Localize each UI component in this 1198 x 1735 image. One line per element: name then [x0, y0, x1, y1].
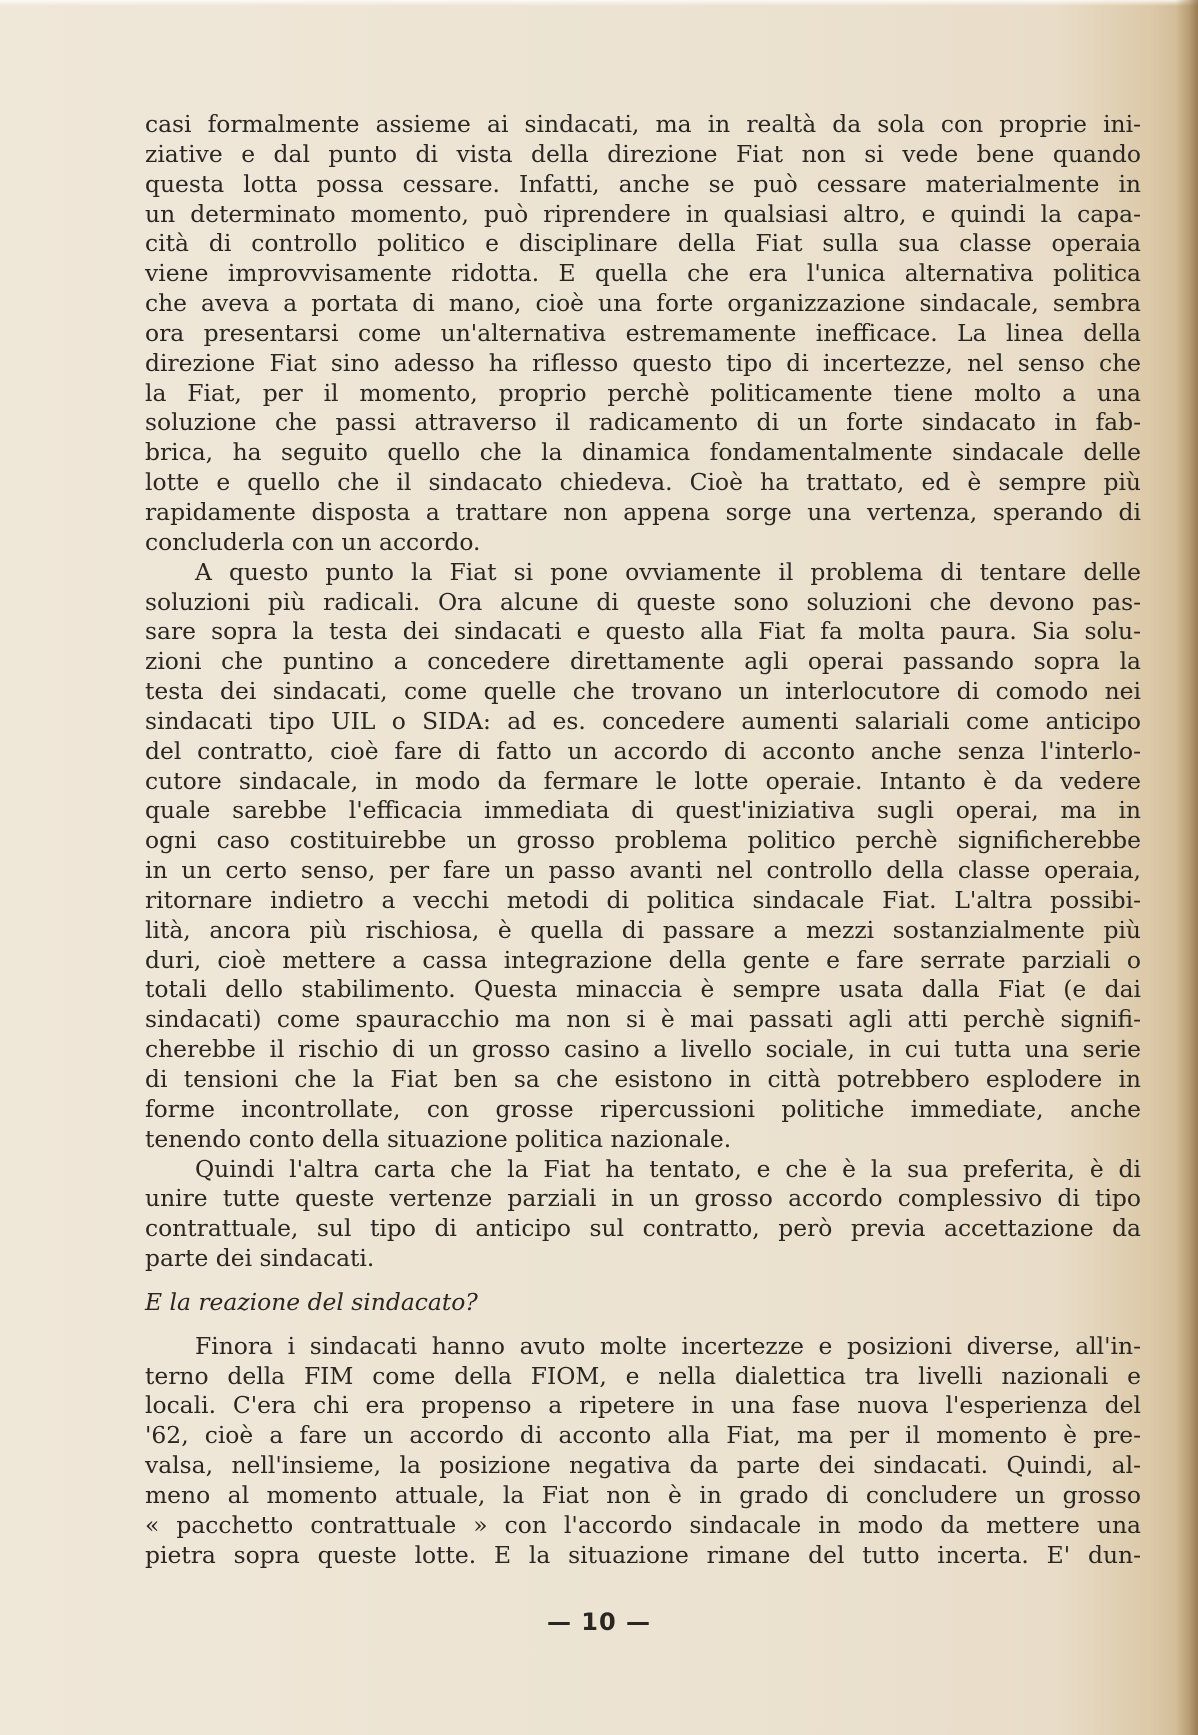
text-line: sindacati) come spauracchio ma non si è mai passati agli atti perchè signifi- — [145, 1005, 1141, 1034]
text-line: zioni che puntino a concedere direttamente agli operai passando sopra la — [145, 647, 1141, 676]
text-line: parte dei sindacati. — [145, 1244, 375, 1273]
text-line: quale sarebbe l'efficacia immediata di quest'iniziativa sugli operai, ma in — [145, 796, 1141, 825]
text-line: Quindi l'altra carta che la Fiat ha tentato, e che è la sua preferita, è di — [195, 1154, 1141, 1183]
page-binding-shadow — [1176, 0, 1198, 1735]
paragraph-2 — [145, 558, 1141, 1155]
paragraph-4 — [145, 1332, 1141, 1571]
paragraph-3 — [145, 1155, 1141, 1274]
text-line: lotte e quello che il sindacato chiedeva. Cioè ha trattato, ed è sempre più — [145, 468, 1141, 497]
text-line: unire tutte queste vertenze parziali in un grosso accordo complessivo di tipo — [145, 1184, 1141, 1213]
text-line: viene improvvisamente ridotta. E quella che era l'unica alternativa politica — [145, 259, 1141, 288]
text-line: ziative e dal punto di vista della direzione Fiat non si vede bene quando — [145, 139, 1141, 168]
text-line: direzione Fiat sino adesso ha riflesso questo tipo di incertezze, nel senso che — [145, 348, 1141, 377]
text-line: casi formalmente assieme ai sindacati, ma in realtà da sola con proprie ini- — [145, 110, 1141, 138]
text-line: cherebbe il rischio di un grosso casino a livello sociale, in cui tutta una serie — [145, 1035, 1141, 1064]
text-line: ora presentarsi come un'alternativa estremamente inefficace. La linea della — [145, 318, 1141, 347]
page-number: — 10 — — [546, 1608, 652, 1636]
text-line: che aveva a portata di mano, cioè una forte organizzazione sindacale, sembra — [145, 289, 1141, 318]
text-line: forme incontrollate, con grosse ripercussioni politiche immediate, anche — [145, 1094, 1141, 1123]
text-line: '62, cioè a fare un accordo di acconto alla Fiat, ma per il momento è pre- — [145, 1421, 1141, 1450]
text-line: ritornare indietro a vecchi metodi di politica sindacale Fiat. L'altra possibi- — [145, 885, 1141, 914]
text-line: questa lotta possa cessare. Infatti, anche se può cessare materialmente in — [145, 169, 1141, 198]
text-line: in un certo senso, per fare un passo avanti nel controllo della classe operaia, — [145, 856, 1141, 885]
text-line: totali dello stabilimento. Questa minaccia è sempre usata dalla Fiat (e dai — [145, 975, 1141, 1004]
body-text — [145, 110, 1141, 1571]
text-line: valsa, nell'insieme, la posizione negativa da parte dei sindacati. Quindi, al- — [145, 1451, 1141, 1480]
text-line: pietra sopra queste lotte. E la situazione rimane del tutto incerta. E' dun- — [145, 1540, 1141, 1569]
page-top-edge — [0, 0, 1198, 6]
text-line: duri, cioè mettere a cassa integrazione della gente e fare serrate parziali o — [145, 945, 1141, 974]
text-line: A questo punto la Fiat si pone ovviamente il problema di tentare delle — [195, 557, 1141, 586]
text-line: la Fiat, per il momento, proprio perchè politicamente tiene molto a una — [145, 378, 1141, 407]
text-line: locali. C'era chi era propenso a ripetere in una fase nuova l'esperienza del — [145, 1391, 1141, 1420]
text-line: un determinato momento, può riprendere in qualsiasi altro, e quindi la capa- — [145, 199, 1141, 228]
text-line: ogni caso costituirebbe un grosso problema politico perchè significherebbe — [145, 826, 1141, 855]
text-line: lità, ancora più rischiosa, è quella di passare a mezzi sostanzialmente più — [145, 915, 1141, 944]
text-line: rapidamente disposta a trattare non appena sorge una vertenza, sperando di — [145, 497, 1141, 526]
text-line: soluzioni più radicali. Ora alcune di queste sono soluzioni che devono pas- — [145, 587, 1141, 616]
text-line: testa dei sindacati, come quelle che trovano un interlocutore di comodo nei — [145, 677, 1141, 706]
text-line: tenendo conto della situazione politica nazionale. — [145, 1124, 732, 1153]
text-line: sindacati tipo UIL o SIDA: ad es. concedere aumenti salariali come anticipo — [145, 706, 1141, 735]
text-line: del contratto, cioè fare di fatto un accordo di acconto anche senza l'interlo- — [145, 736, 1141, 765]
text-line: terno della FIM come della FIOM, e nella dialettica tra livelli nazionali e — [145, 1361, 1141, 1390]
text-line: Finora i sindacati hanno avuto molte incertezze e posizioni diverse, all'in- — [195, 1331, 1141, 1360]
text-line: concluderla con un accordo. — [145, 527, 481, 556]
text-line: meno al momento attuale, la Fiat non è in grado di concludere un grosso — [145, 1480, 1141, 1509]
text-line: sare sopra la testa dei sindacati e questo alla Fiat fa molta paura. Sia solu- — [145, 617, 1141, 646]
paragraph-1 — [145, 110, 1141, 558]
text-line: contrattuale, sul tipo di anticipo sul contratto, però previa accettazione da — [145, 1214, 1141, 1243]
text-line: cità di controllo politico e disciplinare della Fiat sulla sua classe operaia — [145, 229, 1141, 258]
text-line: brica, ha seguito quello che la dinamica fondamentalmente sindacale delle — [145, 438, 1141, 467]
text-line: cutore sindacale, in modo da fermare le lotte operaie. Intanto è da vedere — [145, 766, 1141, 795]
text-line: soluzione che passi attraverso il radicamento di un forte sindacato in fab- — [145, 408, 1141, 437]
text-line: di tensioni che la Fiat ben sa che esistono in città potrebbero esplodere in — [145, 1065, 1141, 1093]
question-heading: E la reazione del sindacato? — [145, 1287, 478, 1316]
text-line: « pacchetto contrattuale » con l'accordo sindacale in modo da mettere una — [145, 1510, 1141, 1539]
